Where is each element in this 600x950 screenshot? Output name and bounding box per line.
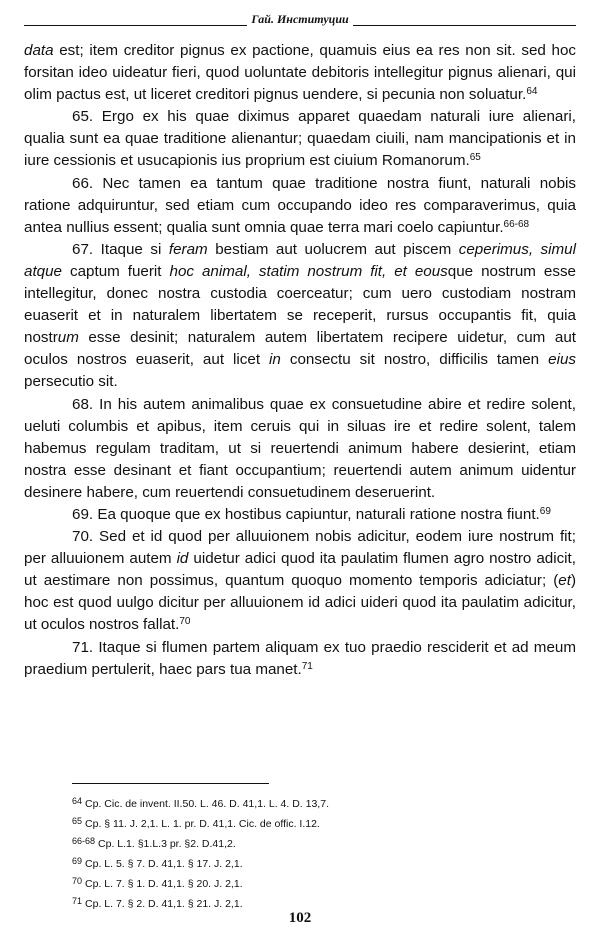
footnote: 66-68 Cp. L.1. §1.L.3 pr. §2. D.41,2. [72, 836, 236, 850]
main-text [24, 40, 576, 681]
footnote-ref-70: 70 [179, 616, 191, 628]
paragraph-67: 67. Itaque si feram bestiam aut uolucrem aut piscem ceperimus, simul atque captum fuerit hoc animal, statim nostrum fit, et eousque nostrum esse intellegitur, donec nostra custodia coerceatur; cum uero custodiam nostram euaserit et in naturalem libertatem se receperit, rursus occupantis fit, quia nostrum esse desinit; naturalem autem libertatem recipere uidetur, cum aut oculos nostros euaserit, aut licet in consectu sit nostro, difficilis tamen eius persecutio sit. [24, 240, 576, 391]
footnote-ref-66-68: 66-68 [503, 218, 530, 230]
running-header [24, 12, 576, 28]
paragraph-65: 65. Ergo ex his quae diximus apparet quaedam naturali iure alienari, qualia sunt ea quae traditione alienantur; quaedam ciuili, nam mancipationis et in iure cessionis et usucapionis ius proprium est ciuium Romanorum.$^{65}$ [24, 108, 576, 170]
footnote: 69 Cp. L. 5. § 7. D. 41,1. § 17. J. 2,1. [72, 856, 243, 870]
footnote-ref-64: 64 [526, 86, 538, 98]
paragraph-71: 71. Itaque si flumen partem aliquam ex tuo praedio resciderit et ad meum praedium pertulerit, haec pars tua manet.$^{71}$ [24, 638, 576, 678]
footnote-ref-69: 69 [539, 505, 551, 517]
paragraph-64-continued: data est; item creditor pignus ex pactione, quamuis eius ea res non sit. sed hoc forsitan ideo uideatur fieri, quod uoluntate debitoris intellegitur pignus alienari, qui olim pactus est, ut liceret creditori pignus uendere, si pecunia non soluatur.$^{64}$ [24, 42, 576, 104]
running-title: Гай. Институции [247, 12, 352, 26]
footnote-separator [72, 783, 269, 784]
paragraph-69: 69. Ea quoque que ex hostibus capiuntur, naturali ratione nostra fiunt.$^{69}$ [72, 505, 551, 523]
paragraph-70: 70. Sed et id quod per alluuionem nobis adicitur, eodem iure nostrum fit; per alluuionem autem id uidetur adici quod ita paulatim flumen agro nostro adicit, ut aestimare non possimus, quantum quoquo momento temporis adiciatur; (et) hoc est quod uulgo dicitur per alluuionem id adici uideri quod ita paulatim adicitur, ut oculos nostros fallat.$^{70}$ [24, 528, 576, 634]
page-number: 102 [288, 910, 312, 926]
footnote-ref-65: 65 [469, 152, 481, 164]
footnotes [72, 793, 572, 913]
paragraph-68: 68. In his autem animalibus quae ex consuetudine abire et redire solent, ueluti columbis et apibus, item ceruis qui in siluas ire et redire solent, talem habemus regulam traditam, ut si reuertendi animum habere desierint, etiam nostra esse desinant et fiant occupantium; reuertendi autem animum uidentur desinere habere, cum reuertendi consuetudinem deseruerint. [24, 395, 576, 501]
footnote-ref-71: 71 [301, 660, 313, 672]
footnote: 65 Cp. § 11. J. 2,1. L. 1. pr. D. 41,1. Cic. de offic. I.12. [72, 816, 320, 830]
footnote: 71 Cp. L. 7. § 2. D. 41,1. § 21. J. 2,1. [72, 896, 243, 910]
paragraph-66: 66. Nec tamen ea tantum quae traditione nostra fiunt, naturali nobis ratione adquiruntur, sed etiam cum occupando ideo res comparaverimus, quia antea nullius essent; qualia sunt omnia quae terra mari coelo capiuntur.$^{66-68}$ [24, 174, 576, 236]
footnote: 64 Cp. Cic. de invent. II.50. L. 46. D. 41,1. L. 4. D. 13,7. [72, 796, 329, 810]
footnote: 70 Cp. L. 7. § 1. D. 41,1. § 20. J. 2,1. [72, 876, 243, 890]
